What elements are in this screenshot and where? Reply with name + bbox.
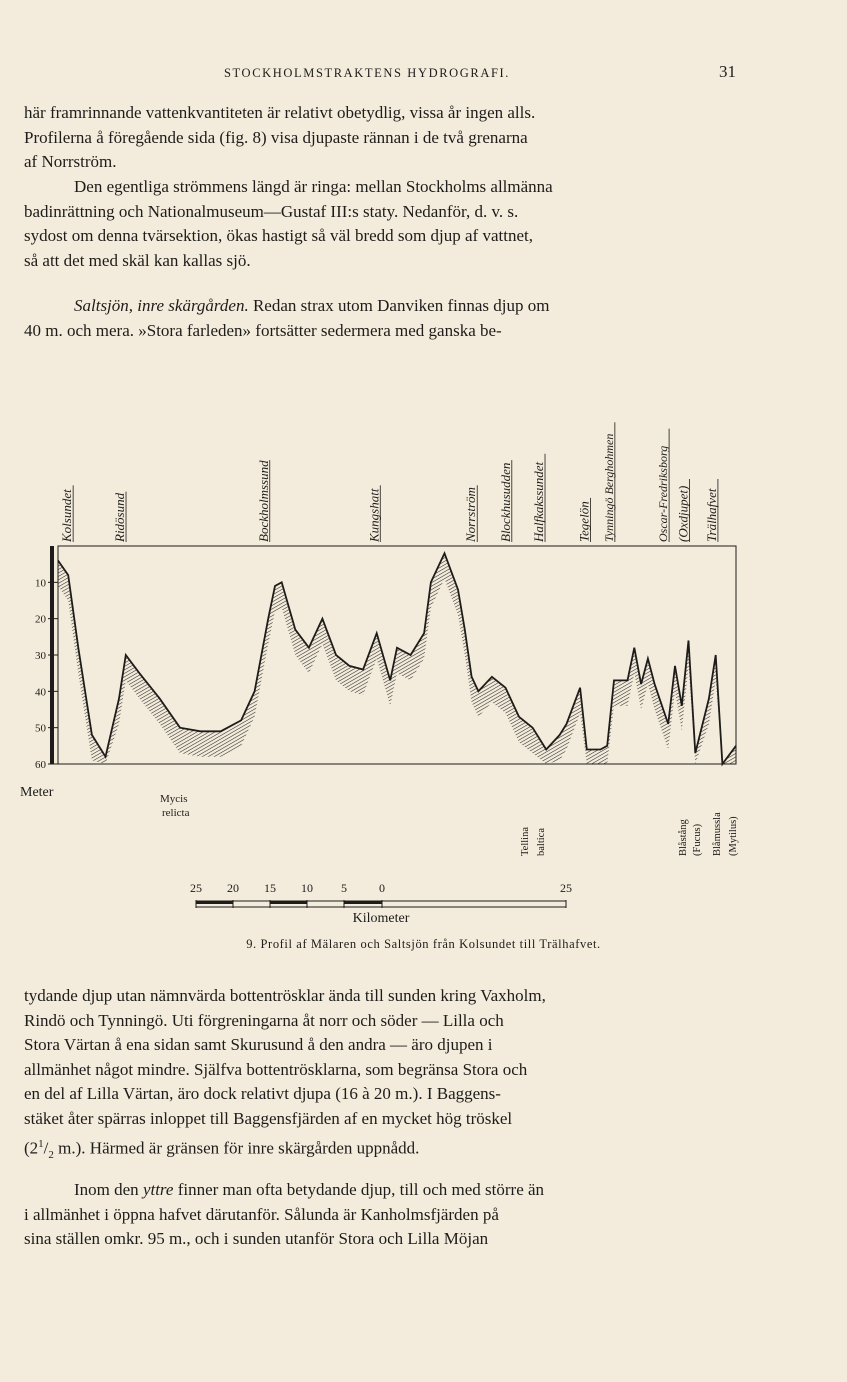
- flora-label: (Fucus): [692, 823, 703, 856]
- text-line: tydande djup utan nämnvärda bottentrösklar ända till sunden kring Vaxholm,: [24, 986, 546, 1005]
- profile-chart: [0, 350, 847, 960]
- depth-tick-label: 20: [35, 613, 46, 626]
- text-line: sina ställen omkr. 95 m., och i sunden utanför Stora och Lilla Möjan: [24, 1229, 489, 1249]
- flora-label: baltica: [536, 828, 547, 856]
- text-line: 40 m. och mera. »Stora farleden» fortsätter sedermera med ganska be-: [24, 320, 502, 340]
- location-label: Ridösund: [112, 492, 128, 542]
- text-line: stäket åter spärras inloppet till Baggensfjärden af en mycket hög tröskel: [24, 1108, 513, 1128]
- text-fragment: Redan strax utom Danviken finnas djup om: [252, 296, 550, 315]
- fraction-numerator: 1: [38, 1137, 44, 1150]
- text-line: [24, 1132, 736, 1168]
- depth-profile-figure: [0, 350, 847, 960]
- scale-unit-label: Kilometer: [352, 911, 410, 926]
- text-fragment: finner man ofta betydande djup, till och med större än: [173, 1180, 545, 1199]
- running-title: STOCKHOLMSTRAKTENS HYDROGRAFI.: [224, 66, 510, 80]
- scale-tick-label: 25: [560, 881, 572, 895]
- scale-tick-label: 5: [341, 881, 347, 895]
- depth-tick-label: 50: [35, 722, 46, 735]
- location-label: Blockhusudden: [497, 462, 513, 542]
- location-label: Kolsundet: [59, 489, 75, 542]
- text-line: badinrättning och Nationalmuseum—Gustaf III:s staty. Nedanför, d. v. s.: [24, 201, 519, 221]
- flora-label: Tellina: [520, 826, 531, 856]
- text-fragment: Inom den: [74, 1180, 143, 1199]
- scale-tick-label: 10: [301, 881, 313, 895]
- depth-tick-label: 10: [35, 577, 46, 590]
- scale-tick-label: 0: [379, 881, 385, 895]
- text-line: en del af Lilla Värtan, äro dock relativt djupa (16 à 20 m.). I Baggens-: [24, 1084, 501, 1104]
- paragraph-2: [24, 175, 736, 273]
- location-label: Tynningö Berghohmen: [601, 433, 616, 542]
- location-label: (Oxdjupet): [675, 485, 691, 542]
- text-line: här framrinnande vattenkvantiteten är relativt obetydlig, vissa år ingen alls.: [24, 103, 536, 122]
- flora-label: Mycis: [160, 793, 188, 805]
- text-line: allmänhet något mindre. Själfva bottentrösklarna, som begränsa Stora och: [24, 1059, 528, 1079]
- flora-label: (Mytilus): [728, 816, 739, 856]
- figure-caption: 9. Profil af Mälaren och Saltsjön från Kolsundet till Trälhafvet.: [246, 937, 601, 951]
- depth-unit-label: Meter: [20, 785, 54, 800]
- fraction-denominator: 2: [48, 1148, 54, 1161]
- text-line: i allmänhet i öppna hafvet därutanför. Sålunda är Kanholmsfjärden på: [24, 1204, 499, 1224]
- text-fragment: m.). Härmed är gränsen för inre skärgården uppnådd.: [53, 1138, 420, 1158]
- location-label: Bockholmssund: [255, 460, 271, 542]
- text-line: [24, 1178, 736, 1203]
- scale-segment: [344, 901, 382, 904]
- depth-tick-label: 30: [35, 650, 46, 662]
- emphasis: yttre: [142, 1180, 174, 1199]
- location-label: Halfkakssundet: [531, 461, 547, 542]
- flora-label: relicta: [162, 807, 190, 819]
- page-number: 31: [719, 62, 736, 81]
- scale-segment: [196, 901, 233, 904]
- scale-segment: [270, 901, 307, 904]
- text-line: så att det med skäl kan kallas sjö.: [24, 250, 251, 270]
- text-line: [24, 294, 736, 319]
- text-line: Stora Värtan å ena sidan samt Skurusund å den andra — äro djupen i: [24, 1035, 493, 1055]
- paragraph-3: [24, 294, 736, 343]
- paragraph-4: [24, 984, 736, 1167]
- depth-tick-label: 60: [35, 759, 46, 771]
- text-line: Profilerna å föregående sida (fig. 8) visa djupaste rännan i de två grenarna: [24, 127, 528, 147]
- scale-tick-label: 25: [190, 881, 202, 895]
- flora-label: Blåstång: [678, 819, 689, 856]
- text-line: sydost om denna tvärsektion, ökas hastigt så väl bredd som djup af vattnet,: [24, 226, 533, 246]
- depth-tick-label: 40: [35, 686, 46, 699]
- location-label: Norrström: [463, 487, 479, 542]
- section-heading: Saltsjön, inre skärgården.: [74, 296, 249, 315]
- fraction-slash: /: [43, 1138, 49, 1158]
- text-line: Den egentliga strömmens längd är ringa: mellan Stockholms allmänna: [74, 177, 553, 196]
- flora-label: Blåmussla: [712, 812, 723, 856]
- location-label: Oscar-Fredriksborg: [656, 445, 671, 542]
- location-label: Trälhafvet: [703, 488, 719, 542]
- text-line: af Norrström.: [24, 152, 117, 172]
- paragraph-1: [24, 101, 736, 175]
- text-line: Rindö och Tynningö. Uti förgreningarna åt norr och söder — Lilla och: [24, 1010, 504, 1030]
- paragraph-5: [24, 1178, 736, 1252]
- scale-tick-label: 15: [264, 881, 276, 895]
- text-fragment: (2: [24, 1138, 39, 1158]
- location-label: Tegelön: [576, 501, 592, 542]
- location-label: Kungshatt: [366, 488, 382, 542]
- running-header: [24, 62, 736, 84]
- scale-tick-label: 20: [227, 881, 239, 895]
